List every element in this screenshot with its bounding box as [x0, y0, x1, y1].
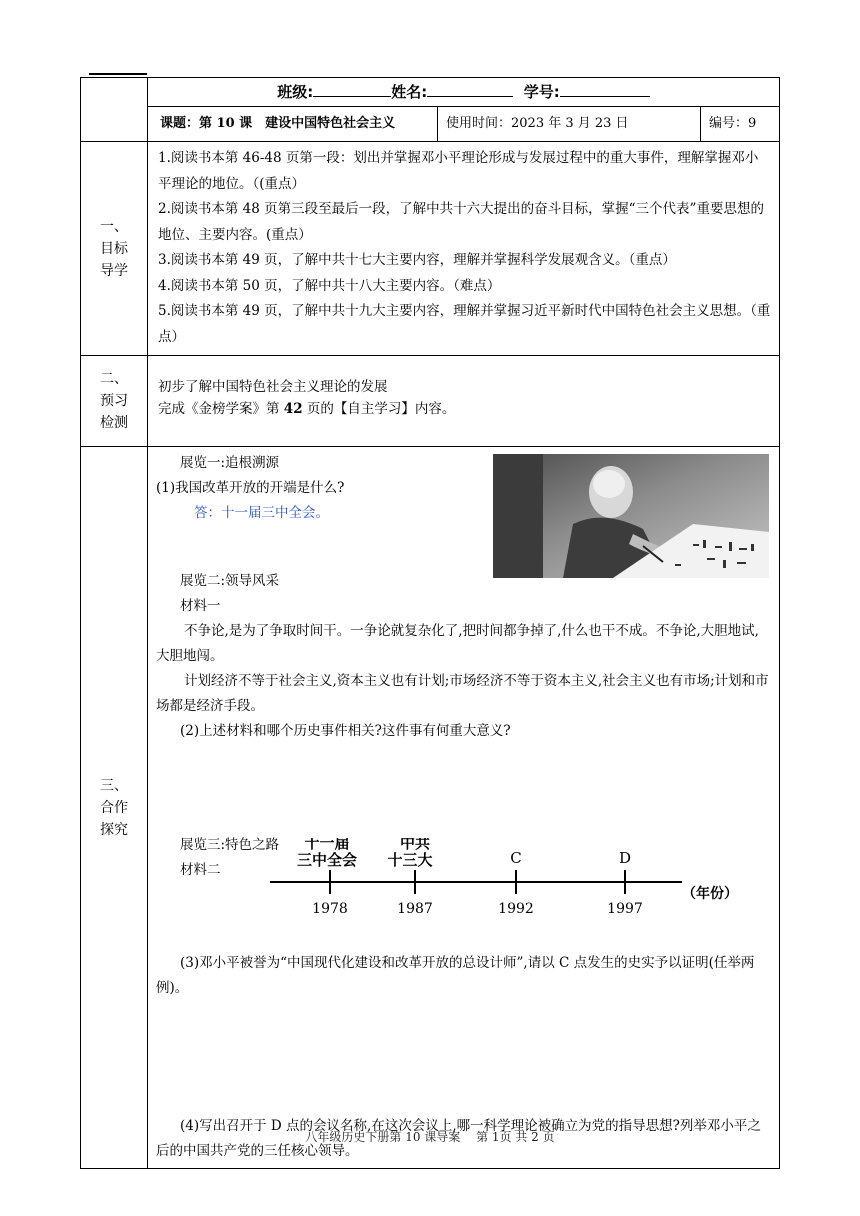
- goal-item: 4.阅读书本第 50 页，了解中共十八大主要内容。（难点）: [158, 277, 501, 294]
- goal-item: 2.阅读书本第 48 页第三段至最后一段，了解中共十六大提出的奋斗目标，掌握“三个代表”重要思想的地位、主要内容。(重点）: [158, 201, 764, 243]
- name-blank[interactable]: [427, 78, 513, 97]
- question-1: (1)我国改革开放的开端是什么?: [156, 480, 345, 496]
- answer-space-2[interactable]: [156, 744, 771, 833]
- preview-line-2: [158, 398, 771, 420]
- event-label-top: 十一届: [304, 838, 350, 852]
- section1-label: [81, 142, 148, 356]
- section3-label-line: 合作: [100, 799, 128, 816]
- event-year: 1978: [312, 901, 348, 917]
- answer-1: 答：十一届三中全会。: [194, 505, 329, 521]
- goal-item: 5.阅读书本第 49 页，了解中共十九大主要内容，理解并掌握习近平新时代中国特色社会主义思想。（重点）: [158, 303, 771, 345]
- event-label-bottom: 三中全会: [296, 851, 358, 869]
- section2-label-line: 二、: [100, 371, 128, 387]
- goal-item: 3.阅读书本第 49 页，了解中共十七大主要内容，理解并掌握科学发展观含义。（重点）: [158, 252, 676, 268]
- lesson-plan-table: [80, 77, 780, 1169]
- name-label: 姓名:: [391, 83, 428, 101]
- id-blank[interactable]: [560, 78, 650, 97]
- section2-label-line: 预习: [100, 393, 128, 409]
- preview-text: 完成《金榜学案》第: [158, 401, 284, 417]
- student-info-row: [148, 78, 780, 107]
- section1-label-line: 目标: [100, 240, 128, 257]
- timeline-diagram: [270, 838, 775, 918]
- section1-content: [148, 142, 780, 356]
- section3-label-line: 探究: [100, 821, 128, 838]
- serial-cell: 编号：9: [701, 107, 780, 142]
- id-label: 学号:: [523, 83, 560, 101]
- question-3: (3)邓小平被誉为“中国现代化建设和改革开放的总设计师”,请以 C 点发生的史实予以证明(任举两例)。: [156, 955, 755, 996]
- deng-calligraphy-photo: [493, 454, 769, 578]
- event-year: 1987: [397, 901, 433, 917]
- event-label-bottom: C: [510, 849, 522, 867]
- section1-label-line: 一、: [100, 218, 128, 235]
- section1-label-line: 导学: [100, 262, 128, 279]
- material-1-paragraph: 计划经济不等于社会主义,资本主义也有计划;市场经济不等于资本主义,社会主义也有市场;计划和市场都是经济手段。: [156, 673, 769, 714]
- answer-space-3[interactable]: [156, 1001, 771, 1114]
- timeline-event-1978: [297, 838, 357, 917]
- preview-line: 初步了解中国特色社会主义理论的发展: [158, 379, 388, 395]
- preview-text: 页的【自主学习】内容。: [302, 401, 456, 417]
- class-blank[interactable]: [313, 78, 391, 97]
- photo-graphic: [493, 454, 769, 578]
- timeline-event-1987: [387, 838, 432, 917]
- timeline-svg: [270, 838, 775, 918]
- event-label-bottom: 十三大: [387, 851, 433, 869]
- question-2: (2)上述材料和哪个历史事件相关?这件事有何重大意义?: [180, 723, 511, 739]
- part2-title: 展览二:领导风采: [180, 573, 280, 589]
- top-rule: [89, 73, 147, 75]
- question-4: (4)写出召开于 D 点的会议名称,在这次会议上,哪一科学理论被确立为党的指导思想?列举邓小平之后的中国共产党的三任核心领导。: [156, 1118, 761, 1159]
- page-number: 42: [283, 401, 303, 417]
- material-1-paragraph: 不争论,是为了争取时间干。一争论就复杂化了,把时间都争掉了,什么也干不成。不争论,大胆地试,大胆地闯。: [156, 623, 759, 664]
- section2-label-line: 检测: [100, 415, 128, 431]
- class-label: 班级:: [277, 83, 314, 101]
- event-label-bottom: D: [618, 849, 632, 867]
- event-year: 1992: [498, 901, 534, 917]
- section2-content: [148, 356, 780, 447]
- material-2-title: 材料二: [180, 862, 221, 878]
- section3-label-line: 三、: [100, 777, 128, 794]
- use-time-cell: 使用时间：2023 年 3 月 23 日: [438, 107, 701, 142]
- part3-title: 展览三:特色之路: [180, 837, 280, 853]
- corner-cell: [81, 78, 148, 142]
- material-1-title: 材料一: [180, 598, 221, 614]
- goal-item: 1.阅读书本第 46-48 页第一段：划出并掌握邓小平理论形成与发展过程中的重大事件，理解掌握邓小平理论的地位。（(重点）: [158, 150, 759, 192]
- event-label-top: 中共: [399, 838, 431, 852]
- timeline-axis-label: （年份）: [682, 886, 738, 902]
- section3-label: [81, 447, 148, 1169]
- part1-title: 展览一:追根溯源: [180, 455, 280, 471]
- event-year: 1997: [607, 901, 643, 917]
- section2-label: [81, 356, 148, 447]
- topic-cell: 课题：第 10 课 建设中国特色社会主义: [148, 107, 438, 142]
- page-footer: 八年级历史下册第 10 课导案 第 1页 共 2 页: [305, 1130, 555, 1144]
